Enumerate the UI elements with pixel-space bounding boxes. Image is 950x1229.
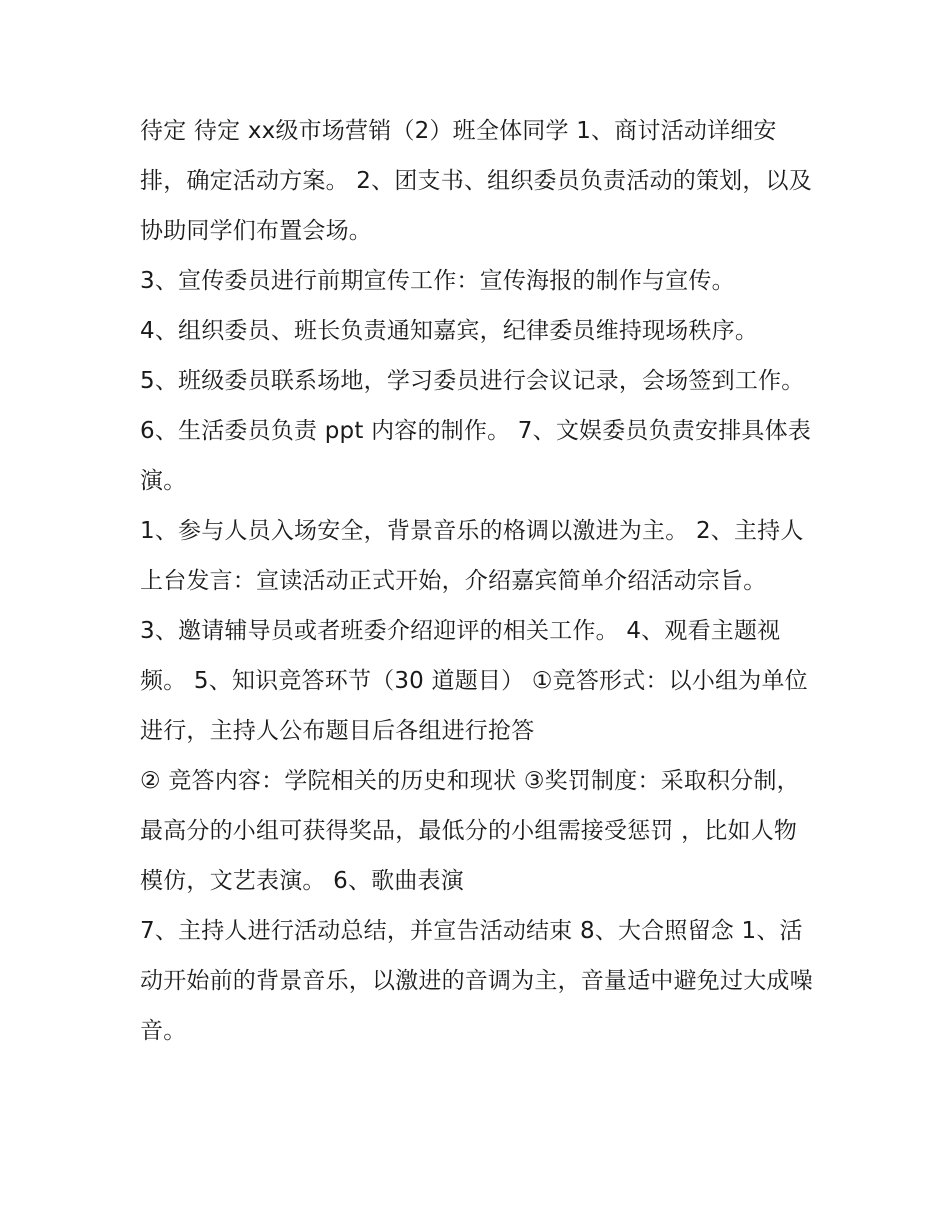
paragraph-opening: 1、参与人员入场安全，背景音乐的格调以激进为主。 2、主持人上台发言：宣读活动正式开始，介绍嘉宾简单介绍活动宗旨。 (140, 518, 804, 594)
paragraph-quiz-rules: ② 竞答内容：学院相关的历史和现状 ③奖罚制度：采取积分制，最高分的小组可获得奖品，最低分的小组需接受惩罚 ，比如人物模仿，文艺表演。 6、歌曲表演 (140, 768, 800, 894)
paragraph-closing: 7、主持人进行活动总结，并宣告活动结束 8、大合照留念 1、活动开始前的背景音乐，以激进的音调为主，音量适中避免过大成噪音。 (140, 918, 813, 1044)
document-body (140, 106, 820, 1056)
paragraph-quiz: 3、邀请辅导员或者班委介绍迎评的相关工作。 4、观看主题视频。 5、知识竞答环节（30 道题目） ①竞答形式：以小组为单位进行，主持人公布题目后各组进行抢答 (140, 618, 808, 744)
paragraph-committee-duties: 5、班级委员联系场地，学习委员进行会议记录，会场签到工作。 6、生活委员负责 ppt 内容的制作。 7、文娱委员负责安排具体表演。 (140, 368, 812, 494)
paragraph-publicity: 3、宣传委员进行前期宣传工作：宣传海报的制作与宣传。 (140, 268, 735, 294)
paragraph-guest-notice: 4、组织委员、班长负责通知嘉宾，纪律委员维持现场秩序。 (140, 318, 759, 344)
paragraph-activity-overview: 待定 待定 xx级市场营销（2）班全体同学 1、商讨活动详细安排，确定活动方案。 2、团支书、组织委员负责活动的策划，以及协助同学们布置会场。 (140, 118, 812, 244)
